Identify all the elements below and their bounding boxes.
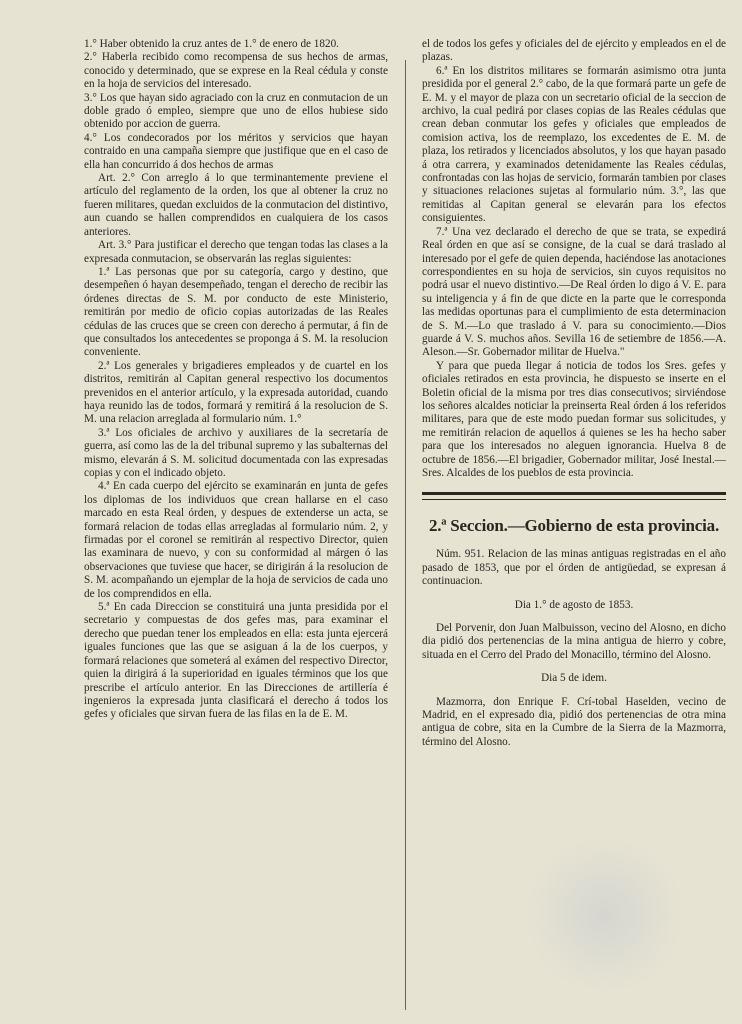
- paragraph: 7.ª Una vez declarado el derecho de que se trata, se expedirá Real órden en que así se consigne, de la cual se dará traslado al interesado por el gefe de quien dependa, haciéndose las anotaciones correspondientes en su hoja de servicios, sin cuyos requisitos no podrá usar el nuevo distintivo.—De Real órden lo digo á V. E. para su inteligencia y á fin de que dicte en la parte que le corresponda las medidas oportunas para el cumplimiento de esta determinacion de S. M.—Lo que traslado á V. para su conocimiento.—Dios guarde á V. S. muchos años. Sevilla 16 de setiembre de 1856.—A. Aleson.—Sr. Gobernador militar de Huelva.": [422, 225, 726, 359]
- paragraph: 1.ª Las personas que por su categoría, cargo y destino, que desempeñen ó hayan desempeñado, tengan el derecho de recibir las órdenes directas de S. M. por conducto de este Ministerio, remitirán por medio de oficio copias autorizadas de las Reales cédulas de las cruces que se creen con derecho á permutar, á fin de que consultados los antecedentes se proponga á S. M. la resolucion conveniente.: [84, 265, 388, 359]
- library-stamp-mark: [520, 840, 690, 990]
- section-heading: 2.ª Seccion.—Gobierno de esta provincia.: [428, 516, 720, 536]
- date-line: Dia 1.° de agosto de 1853.: [514, 598, 634, 611]
- section-rule: [422, 492, 726, 500]
- paragraph: Art. 2.° Con arreglo á lo que terminantemente previene el artículo del reglamento de la orden, los que al obtener la cruz no fueren militares, quedan excluidos de la conmutacion del distintivo, aun cuando se hallen comprendidos en cualquiera de los casos anteriores.: [84, 172, 388, 238]
- paragraph: 4.° Los condecorados por los méritos y servicios que hayan contraido en una campaña siempre que justifique que en el caso de ella han concurrido á dos hechos de armas: [84, 131, 388, 171]
- date-line: Dia 5 de idem.: [541, 672, 607, 685]
- paragraph: 6.ª En los distritos militares se formarán asimismo otra junta presidida por el general 2.° cabo, de la que formará parte un gefe de E. M. y el mayor de plaza con un secretario oficial de la seccion de archivo, la cual pedirá por clases copias de las Reales cédulas que crean deban conmutar los gefes y oficiales que empleados de comision activa, los de reemplazo, los excedentes de E. M. de plaza, los retirados y licenciados absolutos, y los que hayan pasado á otra carrera, y examinados detenidamente las Reales cédulas, confrontadas con las hojas de servicio, formarán tambien por clases y situaciones relaciones sujetas al formulario núm. 3.°, las que remitidas al Capitan general se elevarán para los efectos consiguientes.: [422, 64, 726, 225]
- paragraph: Art. 3.° Para justificar el derecho que tengan todas las clases a la expresada conmutacion, se observarán las reglas siguientes:: [84, 239, 388, 265]
- column-divider: [405, 60, 406, 1010]
- paragraph: 2.ª Los generales y brigadieres empleados y de cuartel en los distritos, remitirán al Capitan general respectivo los documentos prevenidos en el anterior artículo, y la expresada autoridad, cuando haya reunido las de todos, formará y remitirá á la resolucion de S. M. una relacion arreglada al formulario núm. 1.°: [84, 359, 388, 426]
- paragraph: 2.° Haberla recibido como recompensa de sus hechos de armas, conocido y determinado, que se exprese en la Real cédula y conste en la hoja de servicios del interesado.: [84, 51, 388, 91]
- paragraph: el de todos los gefes y oficiales del de ejército y empleados en el de plazas.: [422, 38, 726, 64]
- paragraph: 1.° Haber obtenido la cruz antes de 1.° de enero de 1820.: [84, 38, 339, 50]
- paragraph: Del Porvenir, don Juan Malbuisson, vecino del Alosno, en dicho dia pidió dos pertenencias de la mina antigua de hierro y cobre, situada en el Cerro del Prado del Monacillo, término del Alosno.: [422, 622, 726, 661]
- paragraph: 4.ª En cada cuerpo del ejército se examinarán en junta de gefes los diplomas de los individuos que crean hallarse en el caso marcado en esta Real órden, y despues de extenderse un acta, se formará relacion de todas ellas arregladas al formulario núm. 2, y firmadas por el coronel se remitirán al respectivo Director, quien las examinara de nuevo, y con su conformidad al márgen ó las observaciones que tuviese que hacer, se dirigirán á la resolucion de S. M. acompañando un ejemplar de la hoja de servicios de cada uno de los comprendidos en ella.: [84, 480, 388, 600]
- paragraph: Mazmorra, don Enrique F. Crí-tobal Haselden, vecino de Madrid, en el expresado dia, pidió dos pertenencias de otra mina antigua de cobre, sita en la Cumbre de la Sierra de la Mazmorra, término del Alosno.: [422, 695, 726, 748]
- paragraph: 3.° Los que hayan sido agraciado con la cruz en conmutacion de un doble grado ó empleo, siempre que uno de ellos hubiese sido obtenido por accion de guerra.: [84, 91, 388, 131]
- right-column: [422, 38, 726, 749]
- paragraph: 3.ª Los oficiales de archivo y auxiliares de la secretaría de guerra, así como las de la del tribunal supremo y las subalternas del mismo, elevarán á S. M. solicitud documentada con las expresadas copias y con el indicado objeto.: [84, 426, 388, 479]
- left-column: [84, 38, 388, 722]
- paragraph: Y para que pueda llegar á noticia de todos los Sres. gefes y oficiales retirados en esta provincia, he dispuesto se inserte en el Boletin oficial de la misma por tres dias consecutivos; sirviéndose los señores alcaldes noticiar la preinserta Real órden á los referidos militares, para que de este modo puedan formar sus solicitudes, y me remitirán relacion de aquellos á quienes se les ha hecho saber para que los interesados no aleguen ignorancia. Huelva 8 de octubre de 1856.—El brigadier, Gobernador militar, José Inestal.—Sres. Alcaldes de los pueblos de esta provincia.: [422, 359, 726, 479]
- paragraph: Núm. 951. Relacion de las minas antiguas registradas en el año pasado de 1853, que por el órden de antigüedad, se expresan á continuacion.: [422, 548, 726, 588]
- paragraph: 5.ª En cada Direccion se constituirá una junta presidida por el secretario y compuestas de dos gefes mas, para examinar el derecho que puedan tener los empleados en ella: esta junta ejercerá iguales funciones que las que se asiguan á la de los cuerpos, y formará relaciones que someterá al exámen del respectivo Director, quien la dirigirá á la superioridad en iguales términos que los que prescribe el artículo anterior. En las Direcciones de artillería é ingenieros la expresada junta clasificará el derecho á todos los gefes y oficiales que sirvan fuera de las filas en la de E. M.: [84, 601, 388, 721]
